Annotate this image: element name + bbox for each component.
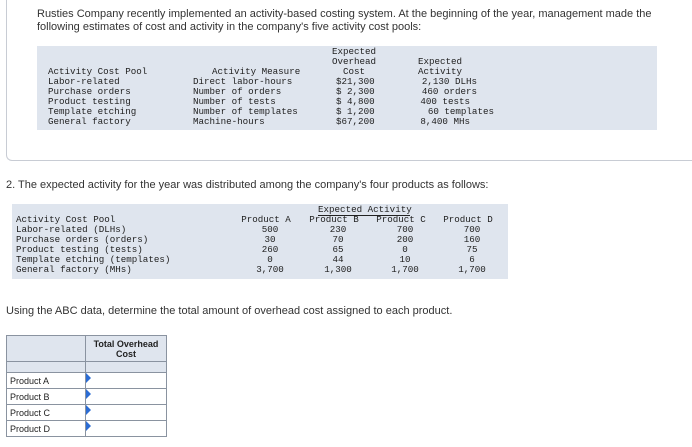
measure-cell: Number of orders <box>193 86 282 97</box>
cost-cell: $21,300 <box>336 76 375 87</box>
product-b-label: Product B <box>7 389 86 405</box>
value-cell: 700 <box>396 224 414 235</box>
product-b-cell <box>86 389 167 405</box>
answer-table <box>6 335 167 437</box>
spacer-row <box>7 362 167 373</box>
cost-cell: $ 1,200 <box>336 106 375 117</box>
pool-cell: General factory <box>48 116 131 127</box>
pool-cell: Labor-related (DLHs) <box>16 224 127 235</box>
product-d-header: Product D <box>443 214 493 225</box>
expected-activity-header-1: Expected <box>417 56 463 67</box>
product-b-header: Product B <box>309 214 359 225</box>
question-2-text: 2. The expected activity for the year was distributed among the company's four products as follows: <box>6 179 489 191</box>
expected-overhead-header-2: Overhead <box>331 56 377 67</box>
product-c-input[interactable] <box>86 405 166 420</box>
spacer-cell <box>7 362 86 373</box>
product-d-cell <box>86 421 167 437</box>
activity-measure-header: Activity Measure <box>212 66 301 77</box>
product-d-label: Product D <box>7 421 86 437</box>
value-cell: 700 <box>463 224 481 235</box>
measure-cell: Machine-hours <box>193 116 265 127</box>
product-a-cell <box>86 373 167 389</box>
pool-cell: Purchase orders (orders) <box>16 234 149 245</box>
product-a-header: Product A <box>241 214 291 225</box>
value-cell: 1,300 <box>324 264 352 275</box>
value-cell: 75 <box>466 244 478 255</box>
value-cell: 70 <box>332 234 344 245</box>
activity-cell: 60 templates <box>427 106 494 117</box>
input-marker-icon <box>86 389 91 399</box>
product-c-label: Product C <box>7 405 86 421</box>
value-cell: 200 <box>396 234 414 245</box>
measure-cell: Direct labor-hours <box>193 76 293 87</box>
activity-cell: 400 tests <box>420 96 470 107</box>
intro-text: Rusties Company recently implemented an activity-based costing system. At the beginning of the year, management made the following estimates of cost and activity in the company's five activity cost pools: <box>37 8 652 33</box>
value-cell: 0 <box>402 244 408 255</box>
expected-overhead-header-1: Expected <box>331 46 377 57</box>
value-cell: 44 <box>332 254 344 265</box>
pool-cell: General factory (MHs) <box>16 264 132 275</box>
value-cell: 0 <box>267 254 273 265</box>
answer-table-corner <box>7 336 86 362</box>
value-cell: 30 <box>264 234 276 245</box>
spacer-cell <box>86 362 167 373</box>
activity-cost-pool-header: Activity Cost Pool <box>16 214 116 225</box>
pool-cell: Product testing <box>48 96 131 107</box>
total-overhead-header-line1: Total Overhead <box>93 338 159 349</box>
product-b-input[interactable] <box>86 389 166 404</box>
value-cell: 6 <box>469 254 475 265</box>
product-c-header: Product C <box>376 214 426 225</box>
measure-cell: Number of templates <box>193 106 298 117</box>
value-cell: 10 <box>399 254 411 265</box>
pool-cell: Template etching (templates) <box>16 254 171 265</box>
input-marker-icon <box>86 405 91 415</box>
cost-cell: $ 2,300 <box>336 86 375 97</box>
total-overhead-cost-header <box>86 336 167 362</box>
value-cell: 1,700 <box>458 264 486 275</box>
input-marker-icon <box>86 421 91 431</box>
value-cell: 3,700 <box>256 264 284 275</box>
value-cell: 260 <box>261 244 279 255</box>
value-cell: 65 <box>332 244 344 255</box>
pool-cell: Product testing (tests) <box>16 244 143 255</box>
answer-row-product-c <box>7 405 167 421</box>
activity-cell: 2,130 DLHs <box>421 76 477 87</box>
activity-cell: 460 orders <box>421 86 477 97</box>
answer-row-product-b <box>7 389 167 405</box>
total-overhead-header-line2: Cost <box>116 348 136 359</box>
cost-cell: $ 4,800 <box>336 96 375 107</box>
cost-cell: $67,200 <box>336 116 375 127</box>
expected-activity-group-header: Expected Activity <box>318 204 412 215</box>
product-d-input[interactable] <box>86 421 166 436</box>
input-marker-icon <box>86 373 91 383</box>
pool-cell: Purchase orders <box>48 86 131 97</box>
product-c-cell <box>86 405 167 421</box>
pool-cell: Template etching <box>48 106 137 117</box>
activity-cell: 8,400 MHs <box>420 116 470 127</box>
value-cell: 500 <box>261 224 279 235</box>
value-cell: 160 <box>463 234 481 245</box>
measure-cell: Number of tests <box>193 96 276 107</box>
value-cell: 1,700 <box>391 264 419 275</box>
value-cell: 230 <box>329 224 347 235</box>
product-a-label: Product A <box>7 373 86 389</box>
answer-row-product-a <box>7 373 167 389</box>
activity-cost-pool-header: Activity Cost Pool <box>48 66 148 77</box>
table-row <box>48 117 131 127</box>
answer-row-product-d <box>7 421 167 437</box>
instruction-text: Using the ABC data, determine the total amount of overhead cost assigned to each product. <box>6 305 453 317</box>
product-a-input[interactable] <box>86 373 166 388</box>
expected-activity-header-2: Activity <box>417 66 463 77</box>
pool-cell: Labor-related <box>48 76 120 87</box>
expected-overhead-header-3: Cost <box>342 66 366 77</box>
